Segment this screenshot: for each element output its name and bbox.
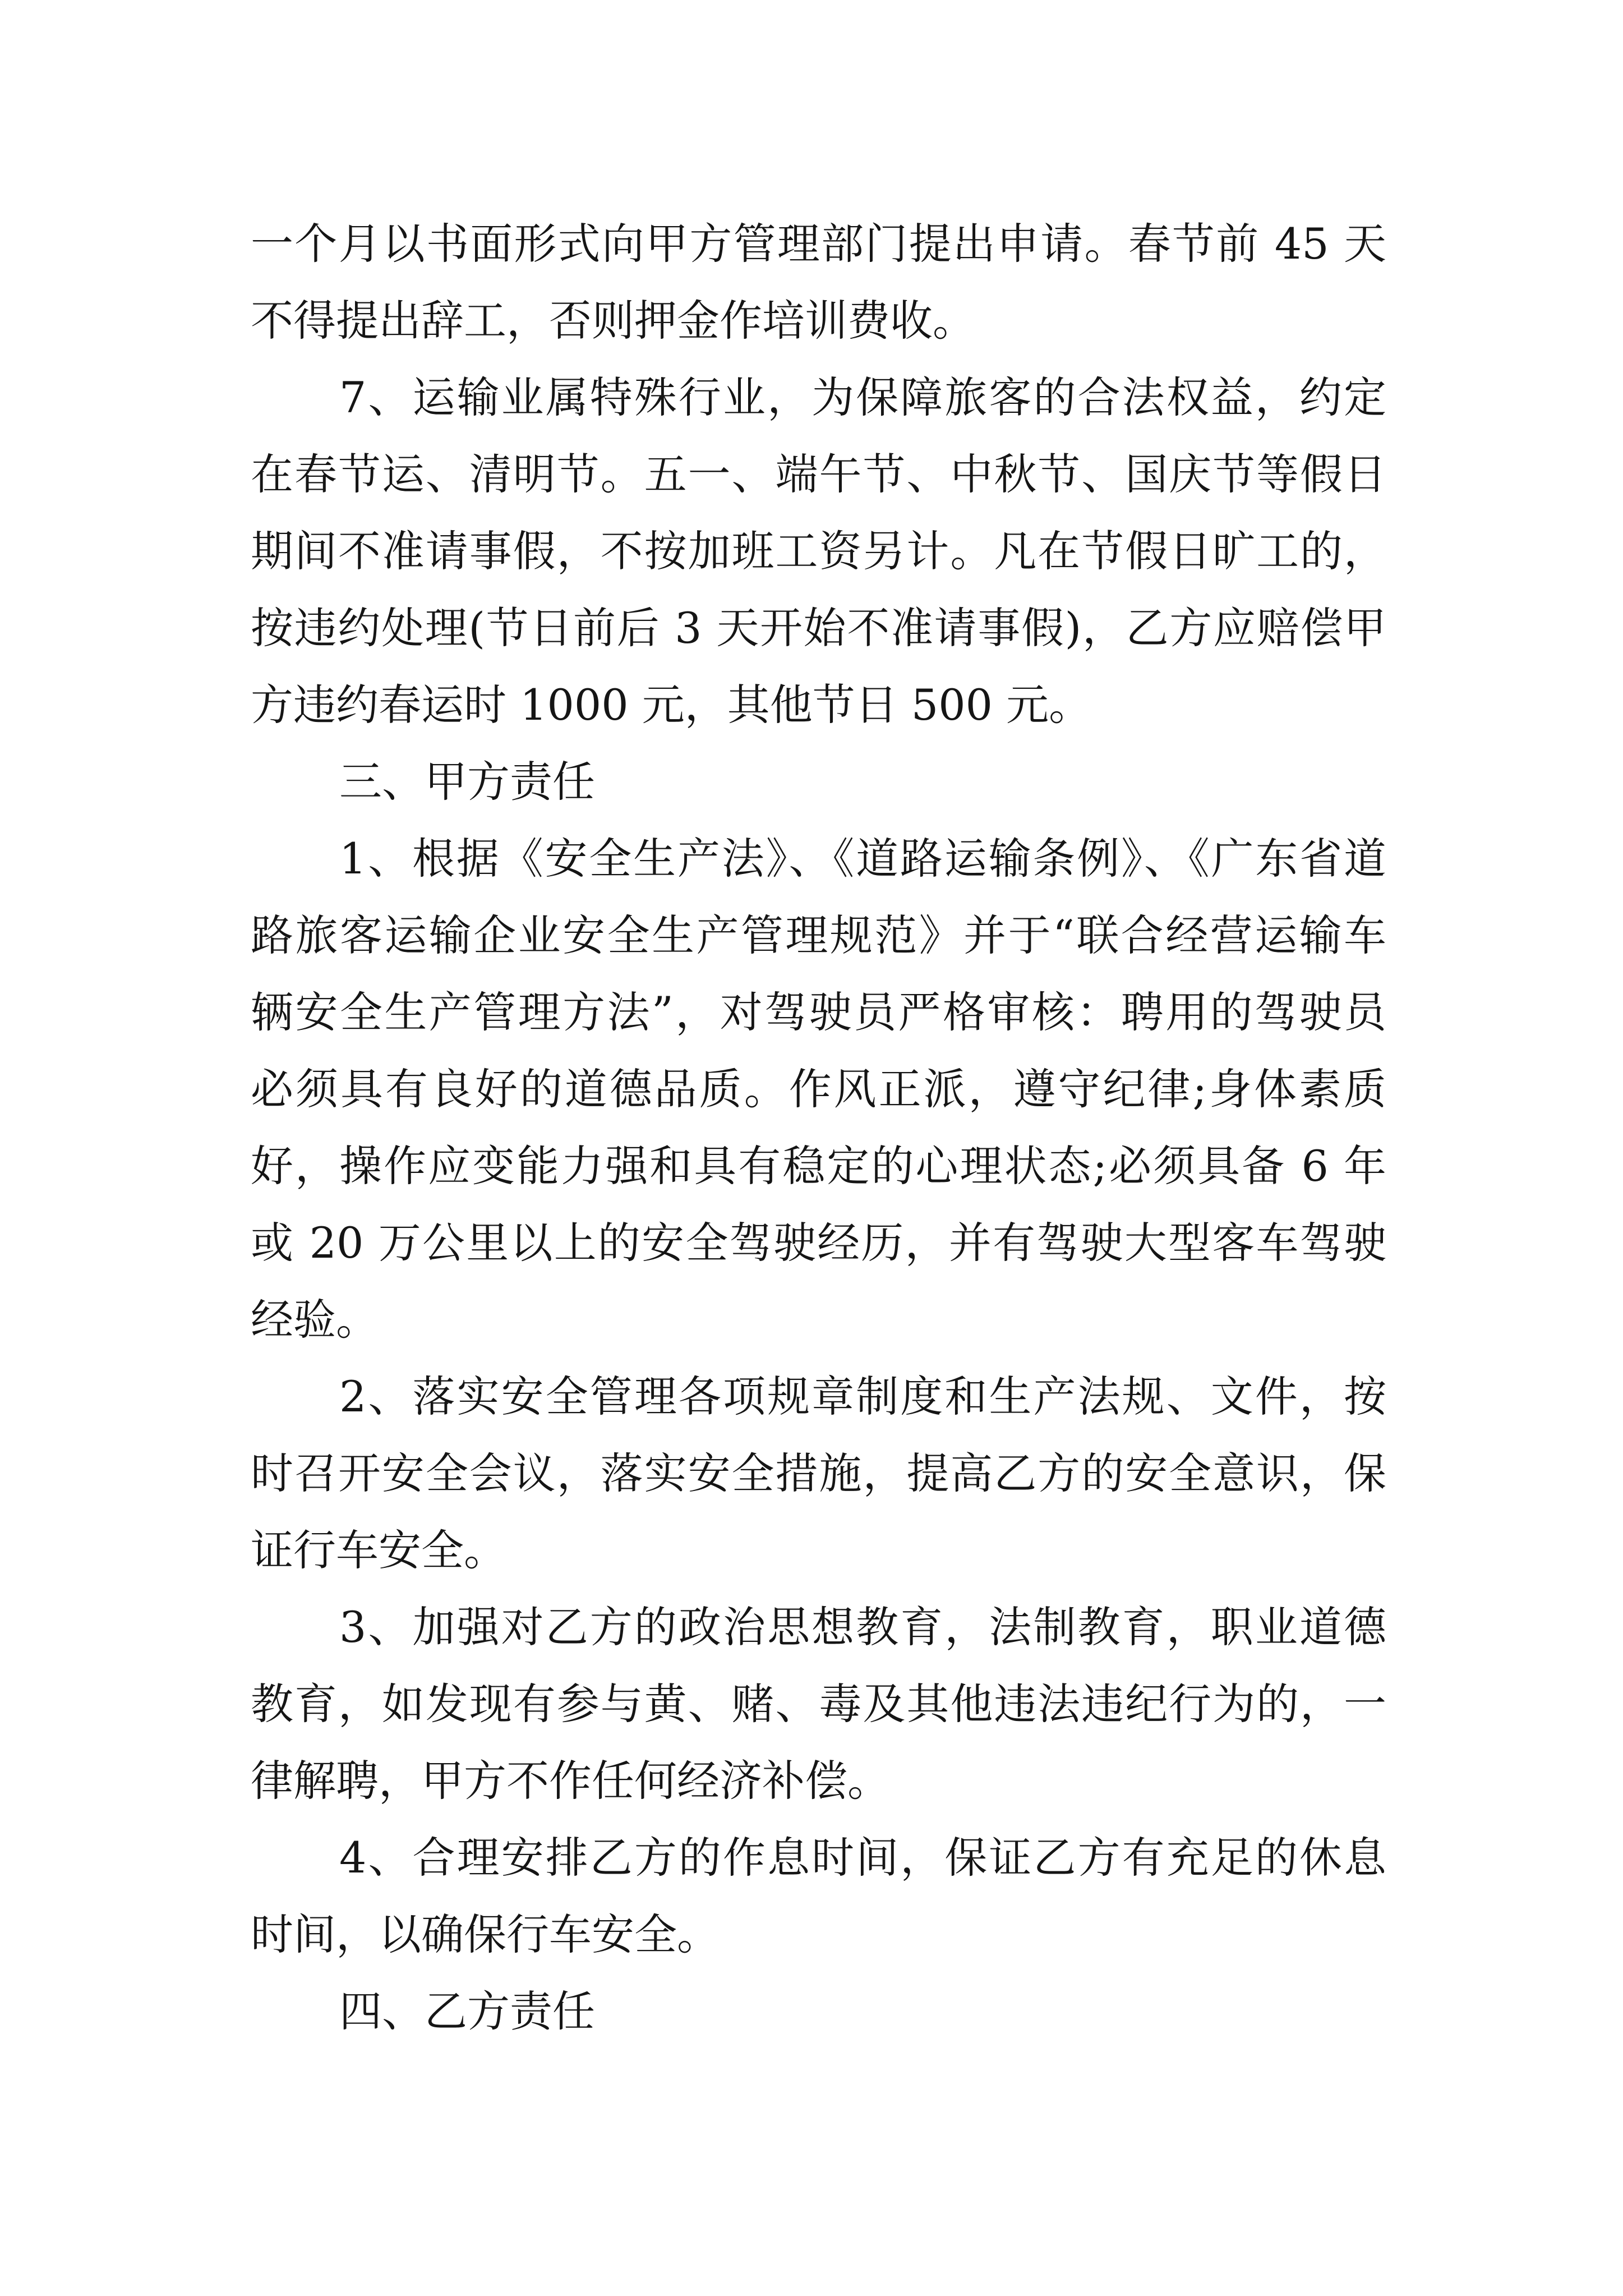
paragraph [251, 1589, 1386, 1819]
text-line: 辆安全生产管理方法”，对驾驶员严格审核：聘用的驾驶员 [251, 987, 1386, 1037]
text-line: 路旅客运输企业安全生产管理规范》并于“联合经营运输车 [251, 910, 1386, 960]
text-line: 7、运输业属特殊行业，为保障旅客的合法权益，约定 [339, 372, 1386, 422]
paragraph [251, 359, 1386, 743]
text-line: 2、落实安全管理各项规章制度和生产法规、文件，按 [339, 1372, 1386, 1421]
text-line: 一个月以书面形式向甲方管理部门提出申请。春节前 45 天 [251, 219, 1386, 269]
text-line: 4、合理安排乙方的作息时间，保证乙方有充足的休息 [339, 1833, 1386, 1883]
text-line: 时间，以确保行车安全。 [251, 1910, 720, 1959]
text-line: 期间不准请事假，不按加班工资另计。凡在节假日旷工的， [251, 526, 1386, 576]
text-line: 或 20 万公里以上的安全驾驶经历，并有驾驶大型客车驾驶 [251, 1218, 1386, 1268]
paragraph [251, 205, 1386, 359]
section-heading [251, 1973, 1386, 2050]
text-line: 好，操作应变能力强和具有稳定的心理状态;必须具备 6 年 [251, 1141, 1386, 1191]
text-line: 三、甲方责任 [339, 757, 595, 807]
paragraph [251, 1358, 1386, 1589]
text-line: 在春节运、清明节。五一、端午节、中秋节、国庆节等假日 [251, 449, 1386, 499]
text-line: 教育，如发现有参与黄、赌、毒及其他违法违纪行为的，一 [251, 1679, 1386, 1729]
text-line: 证行车安全。 [251, 1525, 506, 1575]
text-line: 律解聘，甲方不作任何经济补偿。 [251, 1756, 890, 1806]
section-heading [251, 743, 1386, 820]
document-body [251, 205, 1386, 2050]
text-line: 1、根据《安全生产法》、《道路运输条例》、《广东省道 [339, 834, 1386, 884]
paragraph [251, 1819, 1386, 1973]
text-line: 时召开安全会议，落实安全措施，提高乙方的安全意识，保 [251, 1448, 1386, 1498]
text-line: 不得提出辞工，否则押金作培训费收。 [251, 296, 975, 346]
text-line: 经验。 [251, 1295, 379, 1345]
text-line: 必须具有良好的道德品质。作风正派，遵守纪律;身体素质 [251, 1064, 1386, 1114]
text-line: 3、加强对乙方的政治思想教育，法制教育，职业道德 [339, 1602, 1386, 1652]
paragraph [251, 820, 1386, 1358]
text-line: 按违约处理(节日前后 3 天开始不准请事假)，乙方应赔偿甲 [251, 603, 1386, 653]
text-line: 四、乙方责任 [339, 1986, 595, 2036]
text-line: 方违约春运时 1000 元，其他节日 500 元。 [251, 680, 1092, 730]
